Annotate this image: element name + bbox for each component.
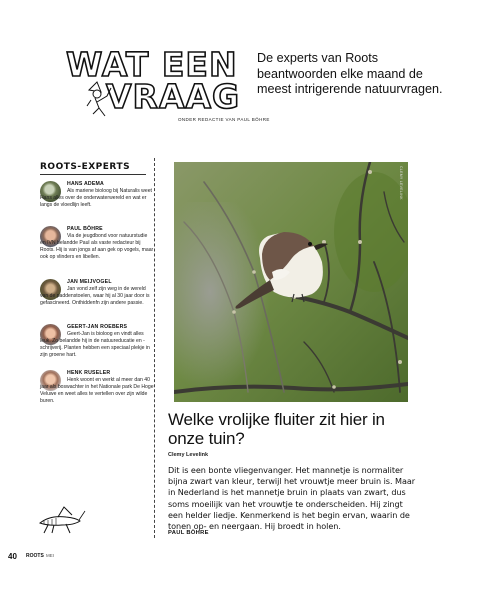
expert-name: HANS ADEMA xyxy=(67,181,104,187)
expert-description: Henk woont en werkt al meer dan 40 jaar als boswachter in het Nationale park De Hoge Veluwe en weet alles te vertellen over zijn wilde buren. xyxy=(40,377,154,404)
expert-description: Jan vond zelf zijn weg in de wereld van de paddenstoelen, waar hij al 30 jaar door is gefascineerd. Onthiddenfn zijn andere passie. xyxy=(40,286,150,306)
expert-description: Geert-Jan is bioloog en vindt alles leuk. Zo belandde hij in de natuureducatie en -schrijverij. Planten hebben een speciaal plekje in zijn groene hart. xyxy=(40,331,150,358)
question-title: Welke vrolijke fluiter zit hier in onze tuin? xyxy=(168,410,385,448)
intro-text: De experts van Roots beantwoorden elke maand de meest intrigerende natuurvragen. xyxy=(257,51,443,96)
expert-name: PAUL BÖHRE xyxy=(67,226,103,232)
experts-title: ROOTS-EXPERTS xyxy=(40,162,131,172)
expert-description: Als mariene bioloog bij Naturalis weet Hans alles over de onderwaterwereld en wat er langs de vloedlijn leeft. xyxy=(40,188,152,208)
gnome-illustration xyxy=(83,80,115,122)
column-divider xyxy=(154,158,155,538)
answer-author: PAUL BÖHRE xyxy=(168,530,209,536)
expert-name: GEERT-JAN ROEBERS xyxy=(67,324,128,330)
footer-brand: ROOTS xyxy=(26,553,44,559)
expert-description: Via de jeugdbond voor natuurstudie en IVN belandde Paul als vaste redacteur bij Roots. Hij is van jongs af aan gek op vogels, maar ook op vlinders en libellen. xyxy=(40,233,154,260)
expert-name: HENK RUSELER xyxy=(67,370,111,376)
grasshopper-icon xyxy=(36,505,86,535)
photo-credit: CLEMY LEVELINK xyxy=(399,166,403,200)
title-line1: WAT EEN xyxy=(66,45,238,84)
divider xyxy=(40,174,146,175)
bird-photo xyxy=(174,162,408,402)
footer-issue: MEI xyxy=(46,553,55,558)
byline: ONDER REDACTIE VAN PAUL BÖHRE xyxy=(178,117,270,122)
title-line2: VRAAG xyxy=(106,77,241,116)
page-number: 40 xyxy=(8,552,17,561)
question-asker: Clemy Levelink xyxy=(168,452,209,458)
answer-text: Dit is een bonte vliegenvanger. Het mannetje is normaliter bijna zwart van kleur, terwijl het vrouwtje meer bruin is. Maar in Nederland is het mannetje bruin in plaats van zwart, dus soms moeilijk van het vrouwtje te onderscheiden. Hij zingt een helder liedje. Kenmerkend is het begin ervan, waarin de tonen op- en neergaan. Hij broedt in holen. xyxy=(168,465,416,532)
expert-name: JAN MEIJVOGEL xyxy=(67,279,112,285)
